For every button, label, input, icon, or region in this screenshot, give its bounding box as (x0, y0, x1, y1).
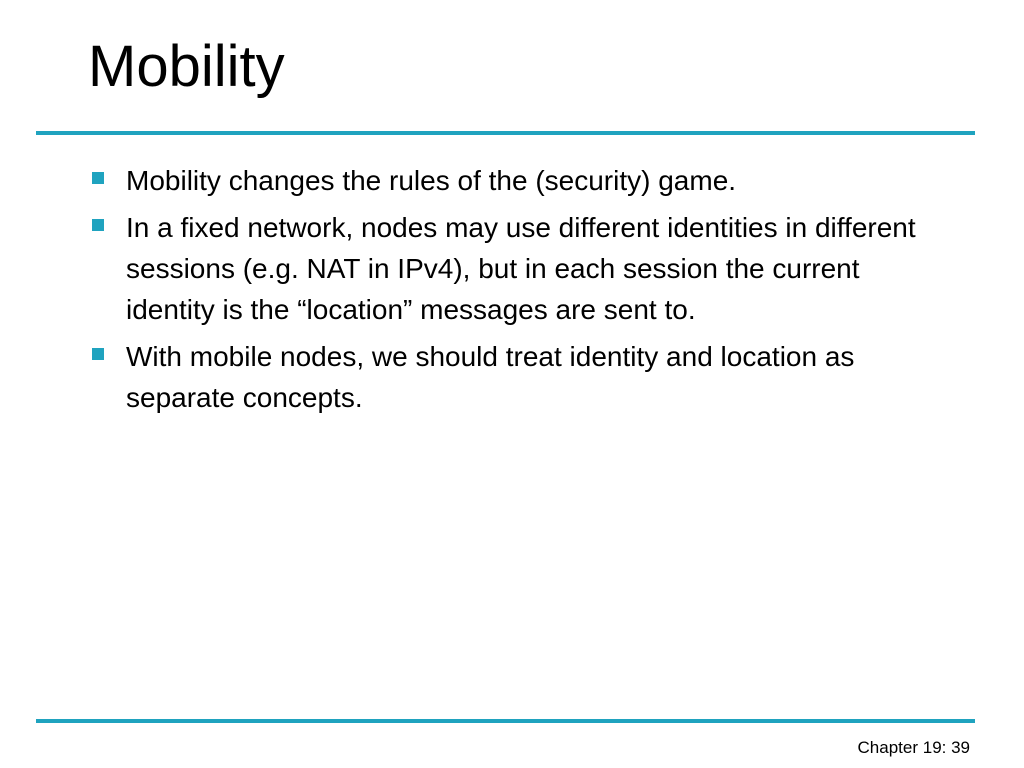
square-bullet-icon (92, 172, 104, 184)
bullet-list (86, 160, 946, 424)
slide-title: Mobility (88, 34, 285, 99)
bullet-text: With mobile nodes, we should treat identity and location as separate concepts. (126, 341, 855, 413)
square-bullet-icon (92, 348, 104, 360)
bullet-text: Mobility changes the rules of the (security) game. (126, 165, 737, 196)
footer-divider (36, 719, 975, 723)
slide-footer: Chapter 19: 39 (857, 738, 970, 757)
title-divider (36, 131, 975, 135)
bullet-item (86, 160, 946, 201)
bullet-item (86, 207, 946, 330)
bullet-text: In a fixed network, nodes may use different identities in different sessions (e.g. NAT in IPv4), but in each session the current identity is the “location” messages are sent to. (126, 212, 916, 325)
square-bullet-icon (92, 219, 104, 231)
bullet-item (86, 336, 946, 418)
